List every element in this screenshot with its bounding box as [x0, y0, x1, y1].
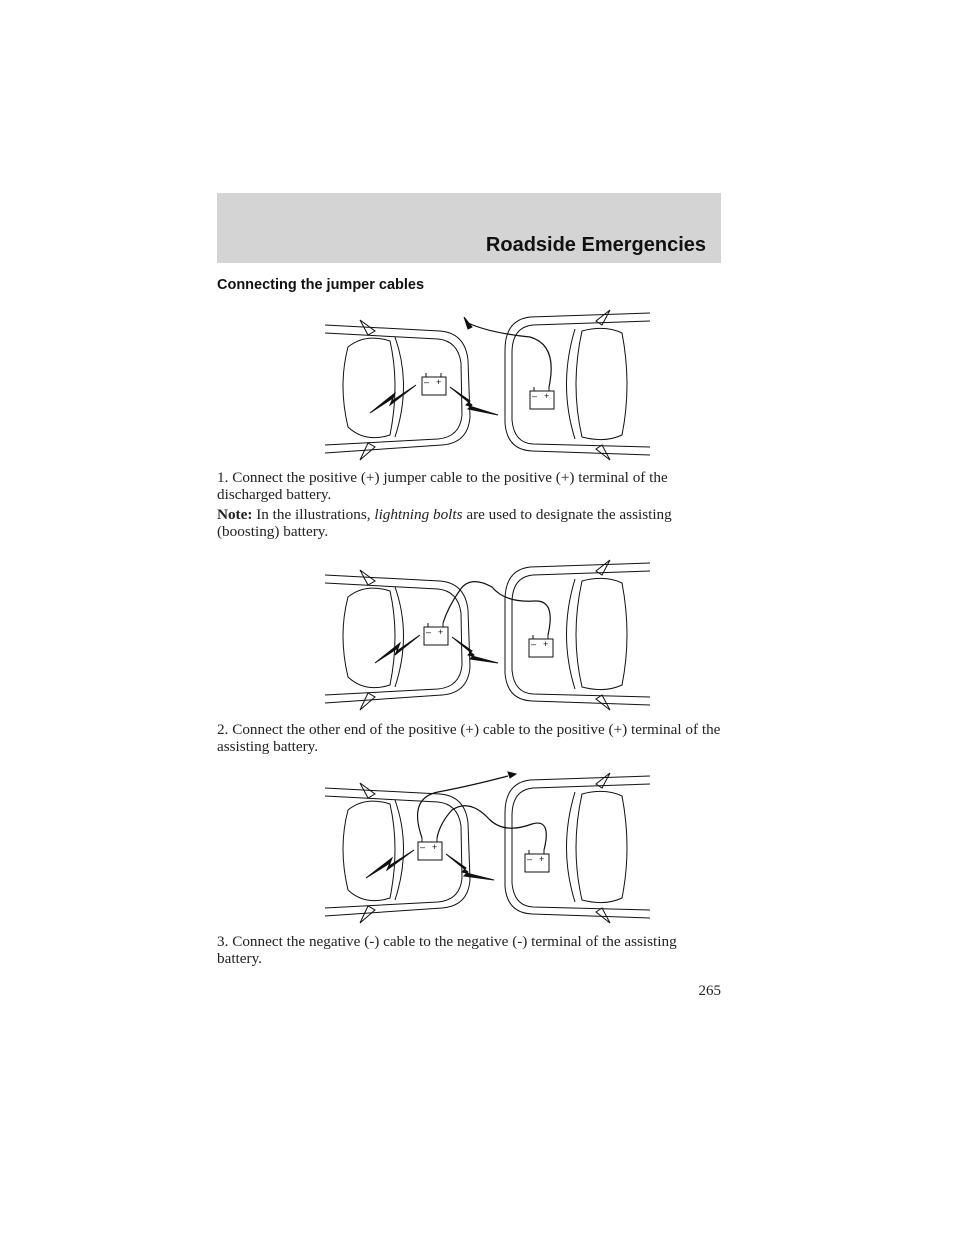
page-number: 265	[698, 983, 721, 999]
step-1-text: 1. Connect the positive (+) jumper cable to the positive (+) terminal of the discharged battery.	[217, 469, 668, 503]
lightning-bolt-icon	[450, 387, 498, 415]
svg-text:+: +	[438, 627, 444, 637]
car-discharged-right	[505, 773, 650, 923]
jumper-cable-positive	[437, 806, 546, 850]
car-assisting-left	[325, 783, 470, 923]
svg-text:+: +	[544, 391, 550, 401]
svg-text:–: –	[532, 391, 538, 401]
jumper-cable-positive	[443, 582, 550, 635]
section-header-band	[217, 193, 721, 263]
battery-assisting	[424, 623, 448, 645]
note-emphasis: lightning bolts	[374, 506, 463, 523]
lightning-bolt-icon	[375, 635, 420, 663]
battery-discharged	[530, 387, 554, 409]
svg-text:–: –	[424, 377, 430, 387]
jumper-diagram-step-3	[320, 768, 655, 928]
battery-assisting	[418, 838, 442, 860]
battery-assisting	[422, 373, 446, 395]
car-discharged-right	[505, 310, 650, 460]
svg-text:+: +	[436, 377, 442, 387]
lightning-bolt-icon	[366, 850, 414, 878]
battery-discharged	[529, 635, 553, 657]
svg-text:+: +	[432, 842, 438, 852]
svg-text:–: –	[527, 854, 533, 864]
note-label: Note:	[217, 506, 253, 523]
cable-clamp-icon	[508, 772, 516, 778]
step-3-text: 3. Connect the negative (-) cable to the negative (-) terminal of the assisting battery.	[217, 933, 677, 967]
note-paragraph	[217, 507, 723, 540]
note-text-before: In the illustrations,	[252, 506, 375, 523]
car-discharged-right	[505, 560, 650, 710]
battery-discharged	[525, 850, 549, 872]
svg-text:–: –	[420, 842, 426, 852]
svg-text:–: –	[426, 627, 432, 637]
note-text-after: are used to designate the assisting (boosting) battery.	[217, 506, 672, 540]
svg-text:+: +	[539, 854, 545, 864]
step-2-text: 2. Connect the other end of the positive (+) cable to the positive (+) terminal of the assisting battery.	[217, 721, 721, 755]
subsection-heading: Connecting the jumper cables	[217, 277, 425, 293]
lightning-bolt-icon	[452, 637, 498, 663]
cable-clamp-icon	[464, 317, 472, 329]
jumper-diagram-step-2	[320, 555, 655, 715]
svg-text:+: +	[543, 639, 549, 649]
section-title: Roadside Emergencies	[485, 234, 706, 256]
car-assisting-left	[325, 320, 470, 460]
svg-text:–: –	[531, 639, 537, 649]
jumper-diagram-step-1	[320, 305, 655, 465]
lightning-bolt-icon	[370, 385, 416, 413]
jumper-cable-positive	[468, 323, 551, 387]
